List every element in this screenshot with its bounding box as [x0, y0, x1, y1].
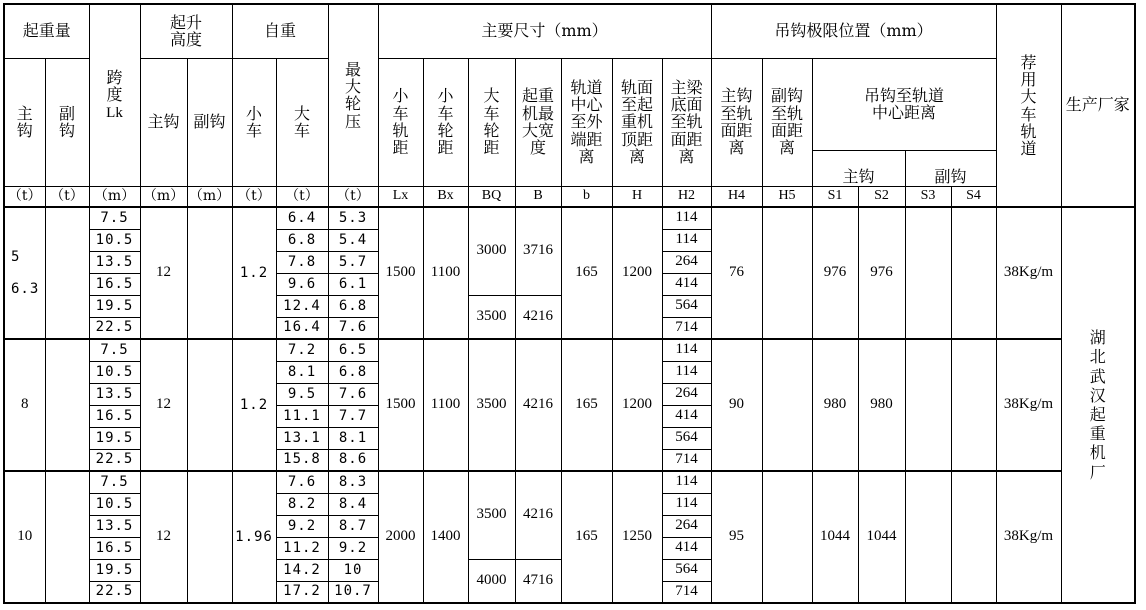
- girder-bottom-cell: 714: [662, 317, 711, 339]
- s2-value: 976: [858, 207, 905, 339]
- table-row: [4, 471, 1135, 493]
- header-rail-to-top: [612, 58, 662, 186]
- unit-cell: Lx: [378, 186, 423, 207]
- span-cell: 10.5: [89, 493, 140, 515]
- header-aux-hook: [45, 58, 89, 186]
- span-cell: 16.5: [89, 273, 140, 295]
- wheel-load-cell: 8.1: [328, 427, 378, 449]
- s1-value: 976: [812, 207, 858, 339]
- crane-weight-cell: 9.5: [276, 383, 328, 405]
- crane-weight-cell: 15.8: [276, 449, 328, 471]
- header-crane-wheelbase-label: 大车轮距: [483, 86, 500, 158]
- wheel-load-cell: 8.4: [328, 493, 378, 515]
- girder-bottom-cell: 114: [662, 207, 711, 229]
- unit-cell: （t）: [45, 186, 89, 207]
- lift-height-aux: [187, 471, 232, 603]
- table-row: [4, 339, 1135, 361]
- s1-value: 980: [812, 339, 858, 471]
- wheel-load-cell: 8.3: [328, 471, 378, 493]
- header-trolley-gauge: [378, 58, 423, 186]
- header-aux-hook-to-rail-label: 副钩至轨面距离: [770, 86, 803, 158]
- wheel-load-cell: 10: [328, 559, 378, 581]
- girder-bottom-cell: 414: [662, 405, 711, 427]
- unit-cell: （t）: [276, 186, 328, 207]
- crane-wheelbase-value: 3500: [468, 295, 515, 339]
- header-self-weight: 自重: [232, 4, 328, 58]
- trolley-gauge-value: 2000: [378, 471, 423, 603]
- rail-center-to-end-value: 165: [561, 207, 612, 339]
- header-crane-weight-label: 大车: [293, 103, 310, 140]
- header-lift-main-hook: 主钩: [140, 58, 187, 186]
- header-girder-bottom: [662, 58, 711, 186]
- unit-cell: （m）: [89, 186, 140, 207]
- capacity-aux-hook: [45, 207, 89, 339]
- unit-cell: B: [515, 186, 561, 207]
- s4-value: [951, 471, 996, 603]
- crane-weight-cell: 17.2: [276, 581, 328, 603]
- crane-weight-cell: 9.6: [276, 273, 328, 295]
- unit-cell: H2: [662, 186, 711, 207]
- header-lifting-capacity: 起重量: [4, 4, 89, 58]
- header-lift-aux-hook: 副钩: [187, 58, 232, 186]
- header-manufacturer: 生产厂家: [1061, 4, 1135, 207]
- girder-bottom-cell: 114: [662, 229, 711, 251]
- crane-weight-cell: 7.2: [276, 339, 328, 361]
- header-aux-hook-label: 副钩: [58, 103, 75, 140]
- header-main-hook: [4, 58, 45, 186]
- header-hook-limits: 吊钩极限位置（mm）: [711, 4, 996, 58]
- header-trolley-weight: [232, 58, 276, 186]
- trolley-gauge-value: 1500: [378, 207, 423, 339]
- crane-weight-cell: 9.2: [276, 515, 328, 537]
- capacity-main-hook: 8: [4, 339, 45, 471]
- s4-value: [951, 207, 996, 339]
- unit-cell: H4: [711, 186, 762, 207]
- trolley-wheelbase-value: 1100: [423, 339, 468, 471]
- s3-value: [905, 471, 951, 603]
- crane-width-value: 3716: [515, 207, 561, 295]
- capacity-value: 5: [11, 249, 21, 266]
- span-cell: 16.5: [89, 405, 140, 427]
- crane-wheelbase-value: 3500: [468, 339, 515, 471]
- lift-height-aux: [187, 339, 232, 471]
- girder-bottom-cell: 564: [662, 427, 711, 449]
- span-cell: 22.5: [89, 317, 140, 339]
- unit-cell: BQ: [468, 186, 515, 207]
- capacity-alt-value: 6.3: [11, 280, 40, 297]
- span-cell: 22.5: [89, 449, 140, 471]
- trolley-weight: 1.2: [232, 339, 276, 471]
- header-trolley-weight-label: 小车: [245, 103, 262, 140]
- header-crane-wheelbase: [468, 58, 515, 186]
- girder-bottom-cell: 264: [662, 515, 711, 537]
- header-span-label: 跨度: [106, 67, 123, 105]
- s2-value: 980: [858, 339, 905, 471]
- unit-cell: S3: [905, 186, 951, 207]
- span-cell: 10.5: [89, 361, 140, 383]
- unit-cell: （t）: [4, 186, 45, 207]
- wheel-load-cell: 8.6: [328, 449, 378, 471]
- wheel-load-cell: 6.1: [328, 273, 378, 295]
- span-cell: 19.5: [89, 295, 140, 317]
- crane-wheelbase-value: 3500: [468, 471, 515, 559]
- crane-weight-cell: 14.2: [276, 559, 328, 581]
- header-crane-max-width-label: 起重机最大宽度: [521, 86, 554, 158]
- unit-cell: H: [612, 186, 662, 207]
- crane-weight-cell: 8.1: [276, 361, 328, 383]
- header-rail-center-to-end-label: 轨道中心至外端距离: [570, 77, 603, 166]
- header-span-symbol: Lk: [106, 105, 123, 122]
- unit-cell: （t）: [232, 186, 276, 207]
- wheel-load-cell: 6.8: [328, 295, 378, 317]
- s4-value: [951, 339, 996, 471]
- header-lift-height-label: 起升高度: [169, 12, 202, 50]
- rail-to-top-value: 1250: [612, 471, 662, 603]
- crane-width-value: 4216: [515, 339, 561, 471]
- manufacturer-name: 湖北武汉起重机厂: [1089, 328, 1106, 482]
- header-trolley-wheelbase: [423, 58, 468, 186]
- unit-cell: （m）: [140, 186, 187, 207]
- header-rail-label: 荐用大车轨道: [1020, 52, 1037, 159]
- crane-wheelbase-value: 3000: [468, 207, 515, 295]
- unit-cell: （m）: [187, 186, 232, 207]
- crane-weight-cell: 6.8: [276, 229, 328, 251]
- unit-cell: b: [561, 186, 612, 207]
- crane-weight-cell: 6.4: [276, 207, 328, 229]
- crane-weight-cell: 7.6: [276, 471, 328, 493]
- girder-bottom-cell: 414: [662, 537, 711, 559]
- girder-bottom-cell: 114: [662, 339, 711, 361]
- header-max-wheel-load: [328, 4, 378, 186]
- rail-value: 38Kg/m: [996, 471, 1061, 603]
- span-cell: 13.5: [89, 515, 140, 537]
- span-cell: 19.5: [89, 559, 140, 581]
- span-cell: 13.5: [89, 383, 140, 405]
- header-rail-center-to-end: [561, 58, 612, 186]
- girder-bottom-cell: 714: [662, 581, 711, 603]
- header-crane-max-width: [515, 58, 561, 186]
- span-cell: 7.5: [89, 471, 140, 493]
- main-hook-to-rail-value: 95: [711, 471, 762, 603]
- wheel-load-cell: 9.2: [328, 537, 378, 559]
- span-cell: 13.5: [89, 251, 140, 273]
- s3-value: [905, 207, 951, 339]
- crane-wheelbase-value: 4000: [468, 559, 515, 603]
- rail-value: 38Kg/m: [996, 207, 1061, 339]
- wheel-load-cell: 7.6: [328, 383, 378, 405]
- crane-weight-cell: 11.1: [276, 405, 328, 427]
- capacity-main-hook: [4, 207, 45, 339]
- trolley-wheelbase-value: 1400: [423, 471, 468, 603]
- lift-height-main: 12: [140, 207, 187, 339]
- crane-weight-cell: 7.8: [276, 251, 328, 273]
- trolley-weight: 1.2: [232, 207, 276, 339]
- rail-center-to-end-value: 165: [561, 471, 612, 603]
- rail-center-to-end-value: 165: [561, 339, 612, 471]
- aux-hook-to-rail-value: [762, 471, 812, 603]
- unit-cell: S4: [951, 186, 996, 207]
- span-cell: 10.5: [89, 229, 140, 251]
- rail-to-top-value: 1200: [612, 207, 662, 339]
- girder-bottom-cell: 414: [662, 273, 711, 295]
- girder-bottom-cell: 114: [662, 361, 711, 383]
- girder-bottom-cell: 264: [662, 251, 711, 273]
- girder-bottom-cell: 714: [662, 449, 711, 471]
- span-cell: 19.5: [89, 427, 140, 449]
- span-cell: 22.5: [89, 581, 140, 603]
- header-trolley-gauge-label: 小车轨距: [392, 86, 409, 158]
- girder-bottom-cell: 264: [662, 383, 711, 405]
- aux-hook-to-rail-value: [762, 207, 812, 339]
- crane-width-value: 4216: [515, 471, 561, 559]
- crane-weight-cell: 16.4: [276, 317, 328, 339]
- wheel-load-cell: 6.8: [328, 361, 378, 383]
- header-main-hook-to-rail: [711, 58, 762, 186]
- girder-bottom-cell: 114: [662, 493, 711, 515]
- rail-to-top-value: 1200: [612, 339, 662, 471]
- unit-cell: H5: [762, 186, 812, 207]
- header-rail: [996, 4, 1061, 207]
- wheel-load-cell: 7.6: [328, 317, 378, 339]
- table-row: [4, 207, 1135, 229]
- header-aux-hook-to-rail: [762, 58, 812, 186]
- s1-value: 1044: [812, 471, 858, 603]
- header-s-main-hook: 主钩: [812, 150, 905, 186]
- girder-bottom-cell: 114: [662, 471, 711, 493]
- girder-bottom-cell: 564: [662, 295, 711, 317]
- header-s-aux-hook: 副钩: [905, 150, 996, 186]
- wheel-load-cell: 5.3: [328, 207, 378, 229]
- capacity-main-hook: 10: [4, 471, 45, 603]
- main-hook-to-rail-value: 90: [711, 339, 762, 471]
- header-main-hook-label: 主钩: [16, 103, 33, 140]
- header-max-wheel-load-label: 最大轮压: [344, 59, 361, 131]
- lift-height-main: 12: [140, 471, 187, 603]
- s3-value: [905, 339, 951, 471]
- unit-cell: S1: [812, 186, 858, 207]
- manufacturer-cell: [1061, 207, 1135, 603]
- crane-spec-table: [3, 3, 1136, 604]
- header-span: [89, 4, 140, 186]
- capacity-aux-hook: [45, 471, 89, 603]
- crane-weight-cell: 8.2: [276, 493, 328, 515]
- wheel-load-cell: 6.5: [328, 339, 378, 361]
- s2-value: 1044: [858, 471, 905, 603]
- header-lift-height: [140, 4, 232, 58]
- trolley-wheelbase-value: 1100: [423, 207, 468, 339]
- spec-table-wrapper: [3, 3, 1136, 604]
- header-crane-weight: [276, 58, 328, 186]
- wheel-load-cell: 5.7: [328, 251, 378, 273]
- aux-hook-to-rail-value: [762, 339, 812, 471]
- unit-cell: （t）: [328, 186, 378, 207]
- crane-width-value: 4716: [515, 559, 561, 603]
- wheel-load-cell: 8.7: [328, 515, 378, 537]
- crane-weight-cell: 13.1: [276, 427, 328, 449]
- header-hook-to-rail-center: [812, 58, 996, 150]
- header-main-dimensions: 主要尺寸（mm）: [378, 4, 711, 58]
- span-cell: 7.5: [89, 207, 140, 229]
- header-hook-to-rail-center-label: 吊钩至轨道中心距离: [863, 85, 944, 122]
- trolley-weight: 1.96: [232, 471, 276, 603]
- main-hook-to-rail-value: 76: [711, 207, 762, 339]
- trolley-gauge-value: 1500: [378, 339, 423, 471]
- lift-height-main: 12: [140, 339, 187, 471]
- header-trolley-wheelbase-label: 小车轮距: [437, 86, 454, 158]
- header-girder-bottom-label: 主梁底面至轨面距离: [670, 77, 703, 166]
- crane-weight-cell: 12.4: [276, 295, 328, 317]
- crane-weight-cell: 11.2: [276, 537, 328, 559]
- wheel-load-cell: 7.7: [328, 405, 378, 427]
- capacity-aux-hook: [45, 339, 89, 471]
- wheel-load-cell: 5.4: [328, 229, 378, 251]
- crane-width-value: 4216: [515, 295, 561, 339]
- rail-value: 38Kg/m: [996, 339, 1061, 471]
- span-cell: 7.5: [89, 339, 140, 361]
- unit-cell: Bx: [423, 186, 468, 207]
- span-cell: 16.5: [89, 537, 140, 559]
- unit-cell: S2: [858, 186, 905, 207]
- header-rail-to-top-label: 轨面至起重机顶距离: [620, 77, 653, 166]
- lift-height-aux: [187, 207, 232, 339]
- girder-bottom-cell: 564: [662, 559, 711, 581]
- wheel-load-cell: 10.7: [328, 581, 378, 603]
- header-main-hook-to-rail-label: 主钩至轨面距离: [720, 86, 753, 158]
